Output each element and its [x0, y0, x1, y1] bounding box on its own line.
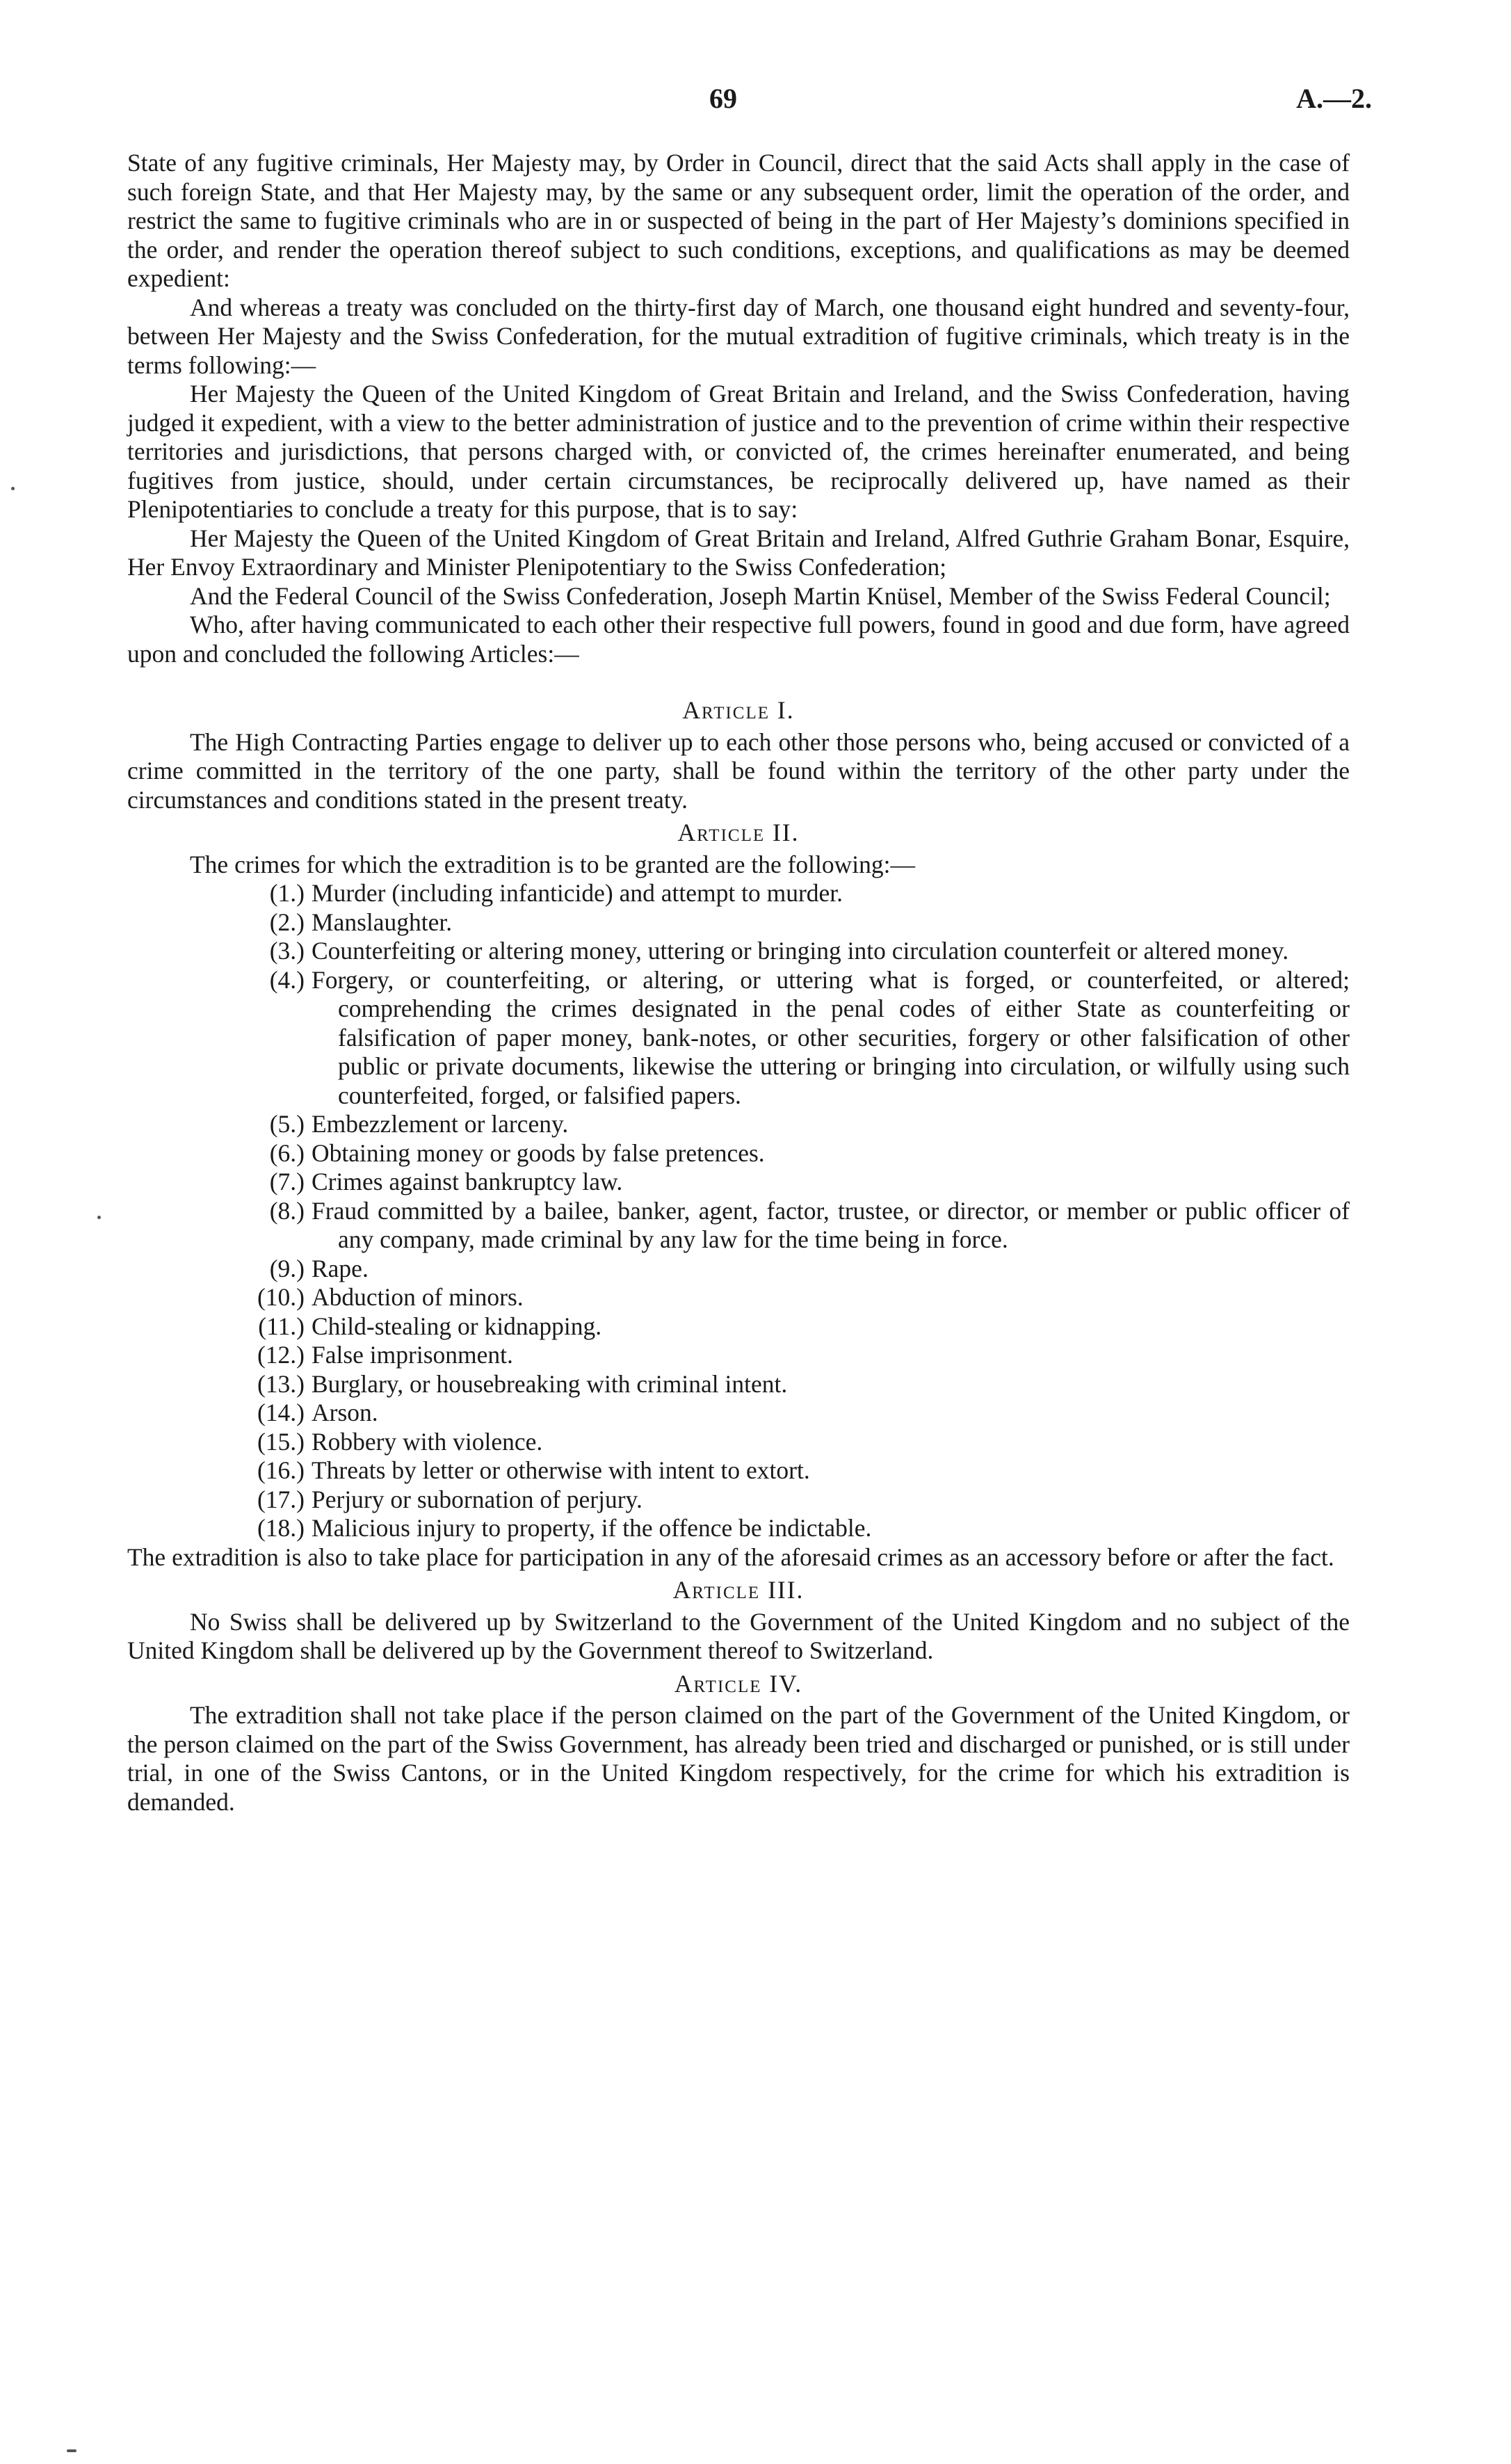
margin-speck — [97, 1216, 101, 1219]
article-1-text: The High Contracting Parties engage to deliver up to each other those persons who, being accused or convicted of a crime committed in the territory of the one party, shall be found within the territory of the other party under the circumstances and conditions stated in the present treaty. — [127, 727, 1350, 814]
list-item-number: (13.) — [257, 1369, 305, 1398]
margin-speck — [11, 487, 15, 490]
list-item — [127, 966, 1350, 1111]
list-item — [127, 1139, 1350, 1168]
body-text — [127, 149, 1350, 1817]
list-item-text: Child-stealing or kidnapping. — [312, 1312, 602, 1340]
list-item — [127, 1399, 1350, 1428]
list-item-number: (8.) — [269, 1196, 305, 1225]
list-item — [127, 1456, 1350, 1485]
article-3-heading: Article III. — [672, 1576, 805, 1604]
page-number: 69 — [709, 83, 737, 114]
list-item — [127, 1168, 1350, 1197]
list-item-number: (11.) — [258, 1312, 305, 1340]
list-item-text: Murder (including infanticide) and attempt to murder. — [312, 879, 843, 907]
list-item-number: (9.) — [269, 1254, 305, 1282]
list-item — [127, 908, 1350, 937]
list-item-text: Burglary, or housebreaking with criminal intent. — [312, 1369, 788, 1398]
list-item-number: (18.) — [257, 1514, 305, 1542]
list-item-number: (16.) — [257, 1456, 305, 1484]
list-item — [127, 1312, 1350, 1342]
list-item-text: False imprisonment. — [312, 1341, 513, 1369]
paragraph-treaty-whereas: And whereas a treaty was concluded on the thirty-first day of March, one thousand eight hundred and seventy-four, between Her Majesty and the Swiss Confederation, for the mutual extradition of fugitive criminals, which treaty is in the terms following:— — [127, 293, 1350, 379]
list-item-number: (14.) — [257, 1399, 305, 1426]
list-item — [127, 1485, 1350, 1515]
list-item — [127, 1110, 1350, 1139]
list-item-text: Arson. — [312, 1399, 378, 1426]
list-item-text: Threats by letter or otherwise with intent to extort. — [312, 1456, 810, 1484]
list-item — [127, 1370, 1350, 1399]
margin-speck — [67, 2449, 76, 2452]
list-item-text: Crimes against bankruptcy law. — [312, 1168, 623, 1195]
list-item-number: (5.) — [269, 1110, 305, 1138]
article-4-heading: Article IV. — [674, 1669, 803, 1698]
list-item-number: (7.) — [269, 1168, 305, 1195]
list-item-text: Manslaughter. — [312, 908, 453, 936]
list-item-text: Rape. — [312, 1254, 369, 1282]
list-item — [127, 1514, 1350, 1543]
crimes-list — [127, 879, 1350, 1543]
list-item — [127, 879, 1350, 908]
list-item-number: (3.) — [269, 937, 305, 965]
series-mark: A.—2. — [1296, 83, 1372, 114]
list-item-number: (15.) — [257, 1427, 305, 1456]
list-item-number: (17.) — [257, 1485, 305, 1513]
paragraph-swiss-plenipotentiary: And the Federal Council of the Swiss Confederation, Joseph Martin Knüsel, Member of the Swiss Federal Council; — [190, 581, 1331, 610]
list-item-number: (4.) — [269, 965, 305, 994]
list-item-text: Embezzlement or larceny. — [312, 1110, 569, 1138]
article-4-text: The extradition shall not take place if the person claimed on the part of the Government of the United Kingdom, or the person claimed on the part of the Swiss Government, has already been tried and discharged or punished, or is still under trial, in one of the Swiss Cantons, or in the United Kingdom respectively, for the crime for which his extradition is demanded. — [127, 1701, 1350, 1816]
list-item — [127, 1341, 1350, 1370]
paragraph-continuation: State of any fugitive criminals, Her Majesty may, by Order in Council, direct that the said Acts shall apply in the case of such foreign State, and that Her Majesty may, by the same or any subsequent order, limit the operation of the order, and restrict the same to fugitive criminals who are in or suspected of being in the part of Her Majesty’s dominions specified in the order, and render the operation thereof subject to such conditions, exceptions, and qualifications as may be deemed expedient: — [127, 149, 1350, 292]
list-item-text: Perjury or subornation of perjury. — [312, 1485, 643, 1513]
list-item-text: Fraud committed by a bailee, banker, agent, factor, trustee, or director, or member or public officer of any company, made criminal by any law for the time being in force. — [312, 1196, 1350, 1253]
article-2-closing: The extradition is also to take place for participation in any of the aforesaid crimes as an accessory before or after the fact. — [127, 1543, 1334, 1571]
list-item — [127, 1197, 1350, 1255]
page-header — [0, 82, 1511, 124]
list-item-number: (6.) — [269, 1138, 305, 1167]
list-item — [127, 1283, 1350, 1312]
list-item-number: (12.) — [257, 1341, 305, 1369]
article-3-text: No Swiss shall be delivered up by Switzerland to the Government of the United Kingdom and no subject of the United Kingdom shall be delivered up by the Government thereof to Switzerland. — [127, 1607, 1350, 1664]
list-item — [127, 937, 1350, 966]
article-2-intro: The crimes for which the extradition is to be granted are the following:— — [190, 850, 915, 878]
list-item-number: (2.) — [269, 908, 305, 936]
paragraph-preamble: Her Majesty the Queen of the United Kingdom of Great Britain and Ireland, and the Swiss Confederation, having judged it expedient, with a view to the better administration of justice and to the prevention of crime within their respective territories and jurisdictions, that persons charged with, or convicted of, the crimes hereinafter enumerated, and being fugitives from justice, should, under certain circumstances, be reciprocally delivered up, have named as their Plenipotentiaries to conclude a treaty for this purpose, that is to say: — [127, 380, 1350, 523]
paragraph-uk-plenipotentiary: Her Majesty the Queen of the United Kingdom of Great Britain and Ireland, Alfred Guthrie Graham Bonar, Esquire, Her Envoy Extraordinary and Minister Plenipotentiary to the Swiss Confederation; — [127, 524, 1350, 581]
list-item — [127, 1255, 1350, 1284]
list-item-text: Malicious injury to property, if the offence be indictable. — [312, 1514, 872, 1542]
article-2-heading: Article II. — [677, 819, 800, 846]
list-item-text: Obtaining money or goods by false pretences. — [312, 1138, 765, 1167]
list-item-number: (1.) — [269, 879, 305, 907]
list-item-text: Counterfeiting or altering money, uttering or bringing into circulation counterfeit or altered money. — [312, 937, 1289, 965]
list-item — [127, 1428, 1350, 1457]
list-item-text: Robbery with violence. — [312, 1427, 543, 1456]
list-item-number: (10.) — [257, 1283, 305, 1311]
paragraph-full-powers: Who, after having communicated to each other their respective full powers, found in good and due form, have agreed upon and concluded the following Articles:— — [127, 611, 1350, 668]
list-item-text: Forgery, or counterfeiting, or altering, or uttering what is forged, or counterfeited, or altered; comprehending the crimes designated in the penal codes of either State as counterfeiting or falsification of paper money, bank-notes, or other securities, forgery or other falsification of other public or private documents, likewise the uttering or bringing into circulation, or wilfully using such counterfeited, forged, or falsified papers. — [312, 965, 1350, 1109]
list-item-text: Abduction of minors. — [312, 1283, 524, 1311]
article-1-heading: Article I. — [682, 696, 795, 724]
